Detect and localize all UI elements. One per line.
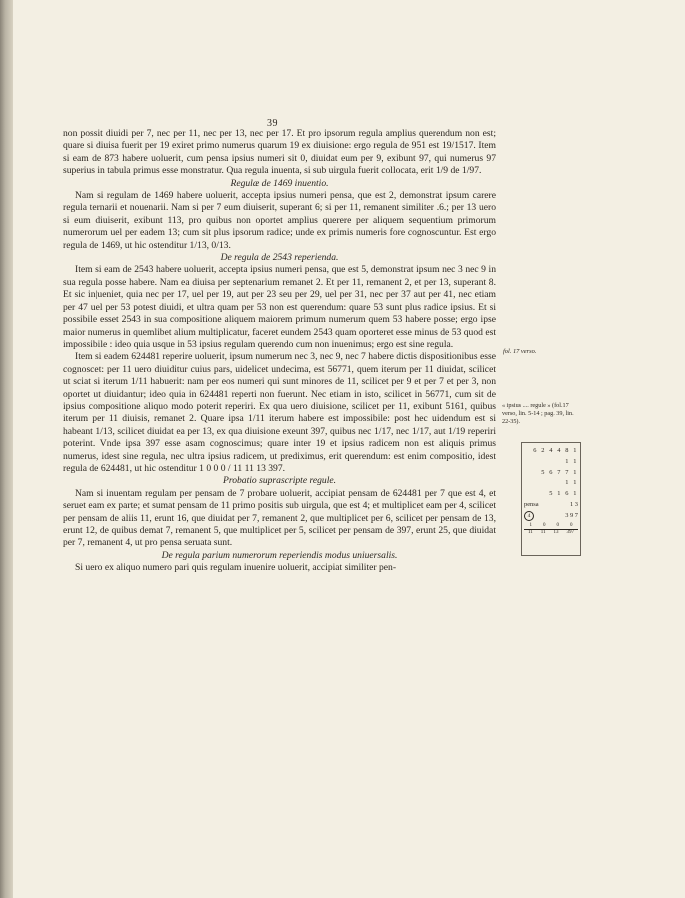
numerator: 1	[529, 522, 532, 528]
fraction-denominators	[524, 530, 578, 536]
heading-regulae-1469: Regulæ de 1469 inuentio.	[230, 177, 329, 189]
computation-row: 6 2 4 4 8 1	[533, 447, 578, 454]
computation-row: 5 6 7 7 1	[541, 468, 578, 476]
margin-note-folio: fol. 17 verso.	[503, 348, 537, 355]
paragraph-regula-parium: Si uero ex aliquo numero pari quis regulam inuenire uoluerit, accipiat similiter pen-	[75, 562, 397, 574]
margin-note-reference: « ipsius .... regule » (fol.17 verso, lin. 5-14 ; pag. 39, lin. 22-35).	[502, 402, 574, 425]
circled-number: 4	[524, 511, 534, 521]
heading-regula-2543: De regula de 2543 reperienda.	[220, 252, 339, 264]
computation-row: 5 1 6 1	[549, 490, 578, 498]
computation-row: 1 3	[570, 500, 578, 508]
paragraph-1: non possit diuidi per 7, nec per 11, nec per 13, nec per 17. Et pro ipsorum regula amplius querendum non est; quare si diuisa fuerit per 19 exiret primo numerus quarum 19 ex diuisione: ergo regula de 951 est 19/1517. Item si eam de 873 habere uoluerit, cum pensa ipsius numeri sit 0, diuidat eum per 9, exibunt 97, qui numerus 97 superius in tabula primus esse monstratur. Qua regula inuenta, si sub uirgula fuerit collocata, erit 1/9 de 1/97.	[63, 128, 496, 177]
computation-table	[521, 442, 581, 556]
heading-regula-parium: De regula parium numerorum reperiendis modus uniuersalis.	[161, 549, 398, 561]
book-page	[13, 0, 685, 898]
pensa-row	[524, 500, 578, 511]
paragraph-1469: Nam si regulam de 1469 habere uoluerit, accepta ipsius numeri pensa, que est 2, demonstrat ipsum carere regula ternarii et nouenarii. Nam si per 7 eum diuiserit, superant 6; si per 11, remanent similiter .6.; per 13 uero si eum diuiserit, exibunt 113, pro quibus non oportet amplius querere per aliquem sequentium primorum numerorum uel per eadem 13; cum sit plus ipsorum radice; unde ex primis numeris fore cognoscuntur. Est ergo regula de 1469, ut hic ostenditur 1/13, 0/13.	[63, 190, 496, 251]
computation-row: 1 1	[565, 479, 578, 487]
pensa-label: pensa	[524, 500, 539, 508]
denominator: 397	[566, 529, 574, 535]
numerator: 0	[570, 522, 573, 528]
heading-probatio: Probatio suprascripte regule.	[222, 475, 337, 487]
main-text	[63, 128, 496, 575]
book-binding-shadow	[0, 0, 13, 898]
denominator: 13	[553, 529, 559, 535]
circled-row	[524, 511, 578, 522]
denominator: 11	[540, 529, 546, 535]
computation-row: 3 9 7	[565, 511, 578, 519]
denominator: 11	[527, 529, 533, 535]
fraction-numerators	[524, 523, 578, 530]
paragraph-624481: Item si eadem 624481 reperire uoluerit, ipsum numerum nec 3, nec 9, nec 7 habere dictis dispositionibus esse cognoscet: per 11 uero diuiditur cuius pars, uidelicet undecima, est 56771, quem iterum per 11 diuidat, scilicet ut sciat si iterum 1/11 habuerit: nam per eos numeri qui sunt minores de 11, scilicet per 9 et per 7 et per 3, non oportet ut diuidantur; ideo quia in 624481 reperti non fuerunt. Nec etiam in isto, scilicet in 56771, cum sit de ipsius compositione aliquo modo poterit reperiri. Ex qua uero diuisione, scilicet per 11, exibunt 5161, quibus iterum per 11 diuisis, remanet 2. Quare ipsa 1/11 iterum habere est impossibile: post hec uidendum est si habeant 1/13, scilicet diuidat ea per 13, ex qua diuisione exeunt 397, quibus nec 1/17, nec 1/17, aut 1/19 reperiri poterint. Vnde ipsa 397 esse asam cognoscimus; quare inter 19 et ipsius radicem non est aliquis primus numerus, idest sine regula, nec ultra ipsius radicem, ut prediximus, erit querendum: est enim compositio, idest regula de 624481, ut hic ostenditur 1 0 0 0 / 11 11 13 397.	[63, 351, 496, 474]
paragraph-probatio: Nam si inuentam regulam per pensam de 7 probare uoluerit, accipiat pensam de 624481 per 7 que est 4, et seruet eam ex parte; et sumat pensam de 11 primo positis sub uirgula, que est 4; et multiplicet eam per 4, scilicet per pensam de aliis 11, erunt 16, que diuidat per 7, remanent 2, que multiplicet per 6, scilicet per pensam de 13, erunt 12, de quibus demat 7, remanent 5, que multiplicet per 5, scilicet per pensam de 397, erunt 25, que diuidat per 7, remanent 4, ut pro pensa seruata sunt.	[63, 487, 496, 549]
numerator: 0	[556, 522, 559, 528]
numerator: 0	[543, 522, 546, 528]
computation-row: 1 1	[565, 457, 578, 465]
page-number: 39	[267, 118, 278, 129]
paragraph-2543: Item si eam de 2543 habere uoluerit, accepta ipsius numeri pensa, que est 5, demonstrat ipsum nec 3 nec 9 in sua regula posse habere. Nam ea diuisa per septenarium remanet 2. Et per 11, remanent 2, et per 13, superant 8. Et sic in|ueniet, quia nec per 17, uel per 19, aut per 23 seu per 29, uel per 31, nec per 37 aut per 41, nec etiam per 47 uel per 53 potest diuidi, et ultra quam per 53 non est querendum: quare 53 sunt plus radice ipsius. Et si possibile esset 2543 in sua compositione aliquem maiorem primum numerum quem 53 habere posse; ergo ipse maior numerus in quemlibet alium multiplicatur, faceret eundem 2543 quam oporteret esse minus de 53 quod est impossibile : ideo quia usque in 53 ipsius regulam querendo cum non inuenimus; ergo est sine regula.	[63, 264, 496, 350]
